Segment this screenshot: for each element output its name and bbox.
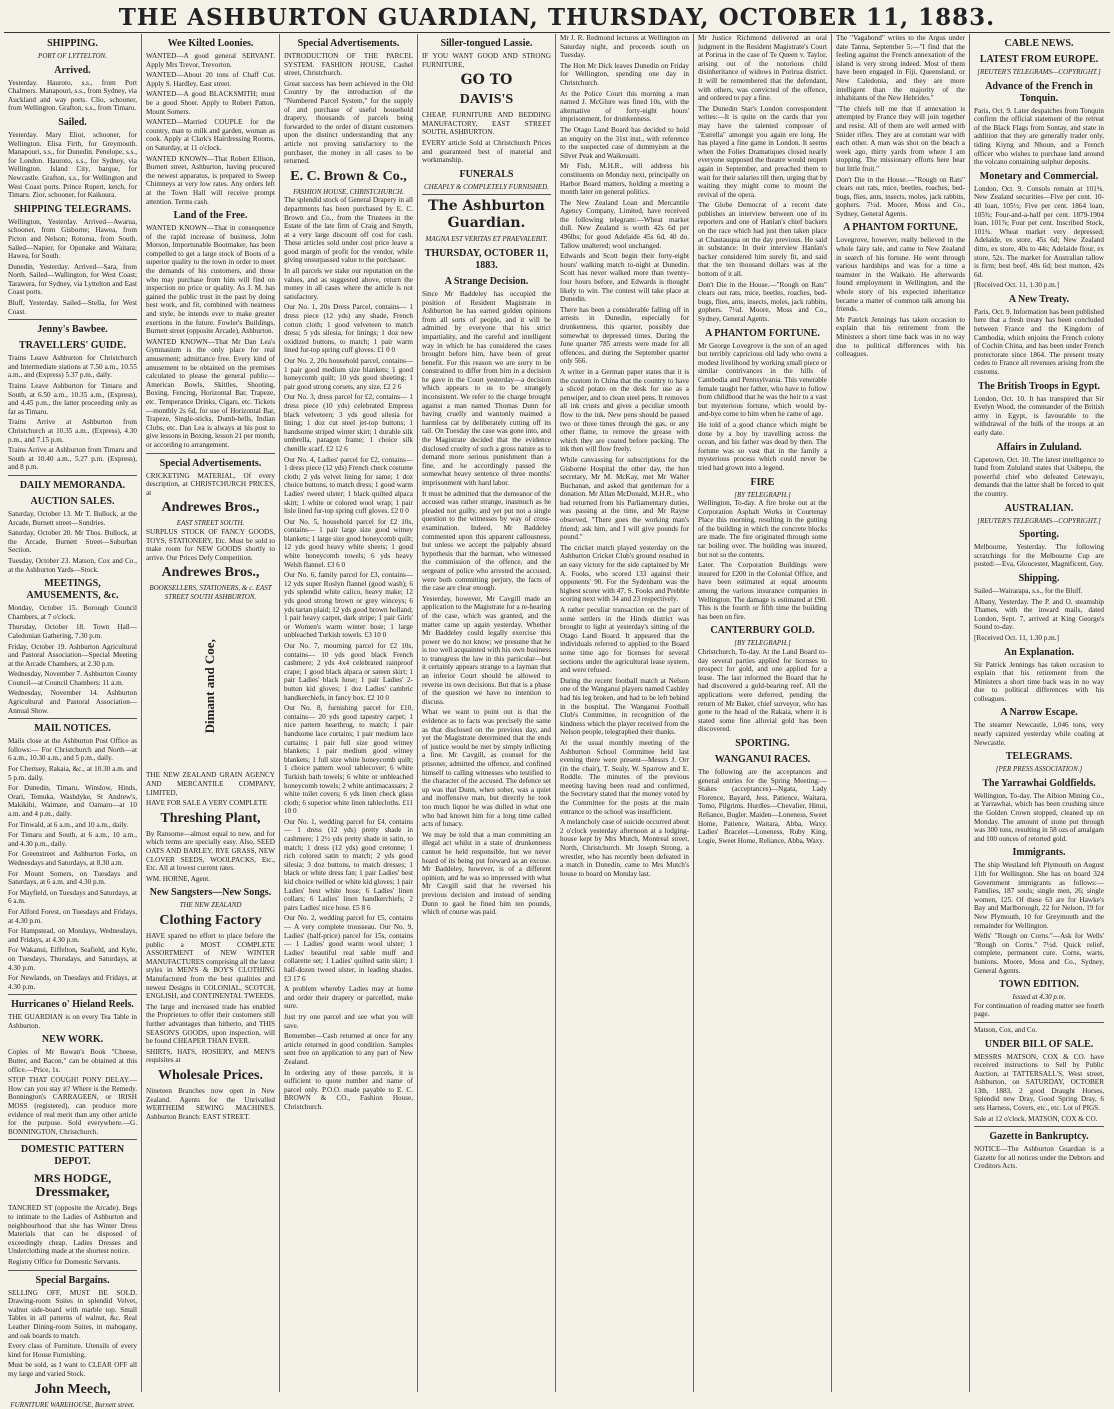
- article-paragraph: Great success has been achieved in the Old Country by the introduction of the "Numbered Parcel System," for the supply of and purchase of useful household drapery, thousands of parcels being forwarded to the order of distant customers upon the distinct understanding that any article not proving satisfactory to the purchaser, the money in all cases to be returned.: [284, 80, 413, 166]
- article-paragraph: Our No. 2, wedding parcel for £5, contains— A very complete trousseau. Our No. 9, Ladies' (half-price) parcel for 15s, contains— 1 Ladies' good warm wool ulster; 1 Ladies' beautiful real sable muff and collarette set; 1 Ladies' quilted satin skirt; 1 half-dozen tweed ulster, in leading shades. £3 17 6: [284, 914, 413, 983]
- article-paragraph: Mr Fish, M.H.R., will address his constituents on Monday next, principally on Harbor Board matters, holding a meeting a month later on general politics.: [560, 162, 689, 196]
- masthead-title: THE ASHBURTON GUARDIAN, THURSDAY, OCTOBER 11, 1883.: [0, 4, 1114, 31]
- section-heading: TELEGRAMS.: [974, 751, 1104, 763]
- advertiser-firm: Dressmaker,: [8, 1185, 137, 1201]
- article-paragraph: Lovegrove, however, really believed in the whole fairy tale, and came to New Zealand in search of his fortune. He went through various hardships and was for a time a teamster in the Waikato. He afterwards found employment in Wellington, and the whole story of his expected inheritance became a matter of common talk among his friends.: [836, 236, 965, 313]
- article-paragraph: For continuation of reading matter see fourth page.: [974, 1002, 1104, 1019]
- article-paragraph: He told of a good chance which might be done by a boy by travelling across the ocean, and his father was dead by then. The fortune was so vast that in the family a mysterious process which could never be tried had grown into a legend.: [698, 421, 827, 473]
- article-paragraph: Thursday, October 18. Town Hall—Caledonian Gathering, 7.30 p.m.: [8, 623, 137, 640]
- section-heading: Gazette in Bankruptcy.: [974, 1131, 1104, 1143]
- section-heading: DOMESTIC PATTERN DEPOT.: [8, 1144, 137, 1168]
- column-5: [556, 34, 694, 1392]
- article-paragraph: The Dunedin Star's London correspondent writes:—It is quite on the cards that you may have the talented composer of "Estrella" amongst you again ere long. He has played a fine game in London. It seems when the Folies Dramatiques closed nearly everyone supposed the theatre would reopen again in September, and preached them to wait for their salaries till then, urging that by waiting they might come to mount the revival of the opera.: [698, 105, 827, 200]
- article-paragraph: Mr George Lovegrove is the son of an aged but terribly capricious old lady who owns a modest livelihood by working small piece or similar contrivances in the hills of Cambodia and Pennsylvania. This venerable female taught her father, who have to follow from childhood that he was the heir to a vast but mysterious fortune, which would by-and-bye come to him when he came of age.: [698, 342, 827, 419]
- article-paragraph: During the recent football match at Nelson one of the Wanganui players named Cashley had his leg broken, and had to be left behind in the hospital. The Wanganui Football Club's Committee, in recognition of the kindness which the player received from the Nelson people, telegraphed their thanks.: [560, 677, 689, 737]
- article-paragraph: For Chertsey, Rakaia, &c., at 10.30 a.m. and 5 p.m. daily.: [8, 765, 137, 782]
- subheading: EAST STREET SOUTH.: [146, 519, 275, 528]
- advertisement-banner: [146, 565, 275, 581]
- section-heading: Arrived.: [8, 65, 137, 77]
- article-paragraph: WANTED—About 20 tons of Chaff Cut. Apply S. Hardley, East street.: [146, 71, 275, 88]
- article-paragraph: Bluff, Yesterday. Sailed—Stella, for West Coast.: [8, 299, 137, 316]
- advertisement-banner: [146, 500, 275, 516]
- section-heading: The British Troops in Egypt.: [974, 381, 1104, 393]
- article-paragraph: SHIRTS, HATS, HOSIERY, and MEN'S requisites at: [146, 1048, 275, 1065]
- article-paragraph: WANTED KNOWN—That Robert Ellison, Burnett street, Ashburton, having procured the newest apparatus, is prepared to Sweep Chimneys at very low rates. Any orders left at the Town Hall will receive prompt attention. Terms cash.: [146, 155, 275, 207]
- article-paragraph: London, Oct. 10. It has transpired that Sir Evelyn Wood, the commander of the British army in Egypt, is favourable to the withdrawal of the bulk of the troops at an early date.: [974, 395, 1104, 438]
- section-heading: Affairs in Zululand.: [974, 442, 1104, 454]
- article-paragraph: Albany, Yesterday. The P. and O. steamship Thames, with the inward mails, dated London, Sept. 7, arrived at King George's Sound to-day.: [974, 598, 1104, 632]
- article-paragraph: Sailed—Wairarapa, s.s., for the Bluff.: [974, 587, 1104, 596]
- subheading: CHEAPLY & COMPLETELY FURNISHED.: [422, 183, 551, 192]
- section-heading: An Explanation.: [974, 647, 1104, 659]
- article-paragraph: Paris, Oct. 9. Information has been published here that a fresh treaty has been concluded between France and the Kingdom of Cambodia, which enjoins the French colony of Cochin China, and has been under French protectorate since 1864. The present treaty cedes to France all revenues arising from the customs.: [974, 308, 1104, 377]
- section-heading: LATEST FROM EUROPE.: [974, 54, 1104, 66]
- section-heading: CANTERBURY GOLD.: [698, 625, 827, 637]
- article-paragraph: TANCRED ST (opposite the Arcade). Begs to intimate to the Ladies of Ashburton and neighbourhood that she has Winter Dress Materials that can be disposed of exceedingly cheap. Ladies Dresses and Underclothing made at the shortest notice.: [8, 1204, 137, 1256]
- section-heading: NEW WORK.: [8, 1034, 137, 1046]
- article-paragraph: Trains Arrive at Ashburton from Timaru and South at 10.40 a.m., 5.27 p.m. (Express), and 8 p.m.: [8, 446, 137, 472]
- article-paragraph: Wellington, Yesterday. Arrived—Awarua, schooner, from Gisborne; Hawea, from Picton and Nelson; Rotorua, from South. Sailed—Napier, for Opunake and Waitara; Hawea, for South.: [8, 218, 137, 261]
- article-paragraph: Mr J. R. Redmond lectures at Wellington on Saturday night, and proceeds south on Tuesday.: [560, 34, 689, 60]
- article-paragraph: Capetown, Oct. 10. The latest intelligence to hand from Zululand states that Usibepu, the powerful chief who defeated Cetewayo, demands that the latter shall be forced to quit the country.: [974, 456, 1104, 499]
- section-heading: Land of the Free.: [146, 210, 275, 222]
- article-paragraph: Trains Leave Ashburton for Timaru and South, at 6.50 a.m., 10.35 a.m., (Express), and 4.45 p.m., the latter proceeding only as far as Timaru.: [8, 382, 137, 416]
- column-divider: [8, 319, 137, 320]
- section-heading: Sporting.: [974, 529, 1104, 541]
- article-paragraph: Mr Patrick Jennings has taken occasion to explain that his retirement from the Ministers a short time back was in no way due to political differences with his colleagues.: [836, 316, 965, 359]
- section-heading: FUNERALS: [422, 169, 551, 181]
- article-paragraph: The following are the acceptances and general entries for the Spring Meeting:— Stakes (acceptances)—Ngata, Lady Florence, Bayard, Jess, Patience, Waitara, Tomo, Pilgrims. Hurdles—Chevalier, Hinui, Reliance, Bugler. Maiden—Loneness, Sweet Home, Patience, Waitara, Abba, Waxy. Ladies' Bracelet—Loneness, Ruby King, Logie, Sweet Home, Reliance, Abba, Waxy.: [698, 768, 827, 845]
- article-paragraph: Our No. 1, 20s Dress Parcel, contains— 1 dress piece (12 yds) any shade, French cotton cloth; 1 good velveteen to match dress; 5 yds silesia, for linings; 1 doz new oxidized buttons, to match; 1 pair warm lined fur-top spring cuff gloves. £1 0 0: [284, 303, 413, 355]
- advertisement-banner: [146, 811, 275, 827]
- section-heading: AUSTRALIAN.: [974, 503, 1104, 515]
- article-paragraph: In ordering any of these parcels, it is sufficient to quote number and name of parcel only. P.O.O. made payable to E. C. BROWN & CO., Fashion House, Christchurch.: [284, 1069, 413, 1112]
- subheading: MAGNA EST VERITAS ET PRAEVALEBIT.: [422, 235, 551, 244]
- article-paragraph: SELLING OFF, MUST BE SOLD. Drawing-room Suites in splendid Velvet, walnut side-board with marble top. Small Tables in all patterns of walnut, &c. Real Leather Dining-room Suites, in mahogany, and oak boards to match.: [8, 1289, 137, 1341]
- column-8: [970, 34, 1108, 1392]
- article-paragraph: For Wakanui, Eiffelton, Seafield, and Kyle, on Tuesdays, Thursdays, and Saturdays, at 4.30 p.m.: [8, 946, 137, 972]
- article-paragraph: Our No. 4, Ladies' parcel for £2, contains— 1 dress piece (12 yds) French check costume cloth; 2 yds velvet lining for same; 1 doz choice buttons, to match dress; 1 good warm Ladies' tweed ulster; 1 black quilted alpaca skirt; 1 white or colored wool wrap; 1 pair lisle lined fur-top spring cuff gloves. £2 0 0: [284, 456, 413, 516]
- article-paragraph: We may be told that a man committing an illegal act whilst in a state of drunkenness cannot be held responsible, but we never heard of its being put forward as an excuse. Mr Baddeley, however, is of a different opinion, and he was so impressed with what Mr Cavgill said that he reversed his previous decision and instead of sending Dunn to gaol he fined him ten pounds, which of course was paid.: [422, 831, 551, 917]
- subheading: Issued at 4.30 p.m.: [974, 993, 1104, 1002]
- subheading: [PER PRESS ASSOCIATION.]: [974, 765, 1104, 774]
- section-heading: MEETINGS, AMUSEMENTS, &c.: [8, 578, 137, 602]
- display-heading: GO TO: [422, 72, 551, 89]
- section-heading: AUCTION SALES.: [8, 496, 137, 508]
- subheading: THE NEW ZEALAND: [146, 901, 275, 910]
- article-paragraph: IF YOU WANT GOOD AND STRONG FURNITURE,: [422, 52, 551, 69]
- article-paragraph: WANTED—A good BLACKSMITH; must be a good Shoer. Apply to Robert Patton, Mount Somers.: [146, 90, 275, 116]
- section-heading: SPORTING.: [698, 738, 827, 750]
- column-2: [142, 34, 280, 1392]
- rotated-advertisement-text: Dimant and Coe,: [206, 639, 215, 733]
- article-paragraph: For Dunedin, Timaru, Winslow, Hinds, Orari, Temuka, Washdyke, St Andrew's, Makikihi, Waimate, and Oamaru—at 10 a.m. and 4 p.m., daily.: [8, 784, 137, 818]
- subheading: [BY TELEGRAPH.]: [698, 639, 827, 648]
- section-heading: Siller-tongued Lassie.: [422, 38, 551, 50]
- section-heading: SHIPPING.: [8, 38, 137, 50]
- column-3: [280, 34, 418, 1392]
- article-paragraph: By Ransome—almost equal to new, and for which terms are specially easy. Also, SEED OATS AND BARLEY, RYE GRASS, NEW CLOVER SEEDS, WOOLPACKS, Etc., Etc. All at lowest current rates.: [146, 830, 275, 873]
- advertisement-banner: [146, 1068, 275, 1084]
- article-paragraph: WM. HORNE, Agent.: [146, 875, 275, 884]
- article-paragraph: CHEAP, FURNITURE AND BEDDING MANUFACTORY, EAST STREET SOUTH, ASHBURTON.: [422, 111, 551, 137]
- advertiser-firm: Andrewes Bros.,: [146, 565, 275, 581]
- subheading: BOOKSELLERS, STATIONERS, & c. EAST STREET SOUTH ASHBURTON.: [146, 584, 275, 601]
- article-paragraph: The "Vagabond" writes to the Argus under date Tanna, September 5:—"I find that the feeling against the French annexation of the island is very strong indeed. Most of them have been engaged in Fiji, Queensland, or New Caledonia, and they are more intelligent than the majority of the inhabitants of the New Hebrides.": [836, 34, 965, 103]
- article-paragraph: WANTED—Married COUPLE for the country, man to milk and garden, woman as cook. Apply at Clark's Hairdressing Rooms, on Saturday, at 11 o'clock.: [146, 118, 275, 152]
- article-paragraph: Trains Arrive at Ashburton from Christchurch at 10.35 a.m., (Express), 4.30 p.m., and 7.15 p.m.: [8, 418, 137, 444]
- advertisement-banner: [146, 913, 275, 929]
- article-paragraph: The large and increased trade has enabled the Proprietors to offer their customers still further advantages than hitherto, and THIS SEASON'S GOODS, upon inspection, will be found CHEAPER THAN EVER.: [146, 1003, 275, 1046]
- article-paragraph: At the usual monthly meeting of the Ashburton School Committee held last evening there were present—Messrs J. Orr (in the chair), T. Sealy, W. Sparrow and E. Roddle. The minutes of the previous meeting having been read and confirmed, the Secretary stated that the money voted by the Committee for the posts at the main entrance to the school was insufficient.: [560, 739, 689, 816]
- article-paragraph: Don't Die in the House.—"Rough on Rats" clears out rats, mice, beetles, roaches, bed-bugs, flies, ants, insects, moles, jack rabbits, gophers. 7½d. Moore, Moss and Co., Sydney, General Agents.: [836, 176, 965, 219]
- column-divider: [8, 1139, 137, 1140]
- article-paragraph: Christchurch, To-day. At the Land Board to-day several parties applied for licenses to prospect for gold, and one applied for a lease. The last informed the Board that he had discovered a gold-bearing reef. All the applications were deferred, pending the return of Mr Baker, chief surveyor, who has gone to the head of the Rakaia, where it is stated some fine alluvial gold has been discovered.: [698, 648, 827, 734]
- section-heading: Sailed.: [8, 117, 137, 129]
- article-paragraph: The Hon Mr Dick leaves Dunedin on Friday for Wellington, spending one day in Christchurch.: [560, 62, 689, 88]
- article-paragraph: Paris, Oct. 9. Later despatches from Tonquin confirm the official statement of the retreat of the Black Flags from Sontay, and state in addition that they are generally trader only, tiding Kiyng and Nhoun, and a French officer who wishes to purchase land around the volcano containing sulphur deposits.: [974, 107, 1104, 167]
- section-heading: A PHANTOM FORTUNE.: [836, 222, 965, 234]
- section-heading: Special Bargains.: [8, 1275, 137, 1287]
- subheading: PORT OF LYTTELTON.: [8, 52, 137, 61]
- article-paragraph: Yesterday. Hauroto, s.s., from Port Chalmers. Manapouri, s.s., from Sydney, via Auckland and way ports. Clio, schooner, from Wellington. Grafton, s.s., from Timaru.: [8, 79, 137, 113]
- section-heading: THURSDAY, OCTOBER 11, 1883.: [422, 248, 551, 272]
- column-1: [4, 34, 142, 1392]
- article-paragraph: The Globe Democrat of a recent date publishes an interview between one of its reporters and one of Hanlan's chief backers on the race which had just then taken place at Chautauqua on the day previous. He said in substance: In their interview Hanlan's backer considered him surely fit, and said that the ten thousand dollars was at the bottom of it all.: [698, 201, 827, 278]
- rotated-advertisement: [146, 601, 275, 771]
- advertisement-banner: [8, 1171, 137, 1201]
- section-heading: SHIPPING TELEGRAMS.: [8, 204, 137, 216]
- section-heading: TRAVELLERS' GUIDE.: [8, 340, 137, 352]
- advertiser-name: MRS HODGE,: [8, 1171, 137, 1185]
- article-paragraph: For Mayfield, on Tuesdays and Saturdays, at 6 a.m.: [8, 889, 137, 906]
- article-paragraph: Wellington, To-day. A fire broke out at the Corporation Asphalt Works in Courtenay Place this morning, resulting in the gutting of the building in which the concrete blocks are made. The fire originated through some tar boiling over. The building was insured, but not so the contents.: [698, 499, 827, 559]
- article-paragraph: Our No. 7, mourning parcel for £2 10s, contains— 10 yds good black French cashmere; 2 yds 4x4 celebrated rainproof crape; 1 good black alpaca or sateen skirt; 1 pair Ladies' black hose; 1 pair Ladies' 2-button kid gloves; 1 doz Ladies' cambric handkerchiefs, in fancy box. £2 10 0: [284, 642, 413, 702]
- article-paragraph: Yesterday, however, Mr Cavgill made an application to the Magistrate for a re-hearing of the case, which was granted, and the matter came up again yesterday. Whether Mr Baddeley could legally exercise this power we do not know; we presume that he is too well acquainted with his own business to transgress the law in this particular—but it certainly appears strange to a layman that an inferior Court should be allowed to reverse its own decisions. But that is a phase of the question we have no intention to discuss.: [422, 595, 551, 707]
- section-heading: A New Treaty.: [974, 294, 1104, 306]
- advertisement-banner: [8, 1382, 137, 1398]
- article-paragraph: A melancholy case of suicide occurred about 2 o'clock yesterday afternoon at a lodging-house kept by Mrs Mutch, Montreal street, North, Christchurch. Mr Joseph Strong, a wrestler, who has recently been defeated in a match in Dunedin, came to Mrs Mutch's house to board on Monday last.: [560, 818, 689, 878]
- column-7: [832, 34, 970, 1392]
- article-paragraph: At the Police Court this morning a man named J. McGlure was fined 10s, with the alternative of forty-eight hours' imprisonment, for drunkenness.: [560, 90, 689, 124]
- article-paragraph: [Received Oct. 11, 1.30 p.m.]: [974, 634, 1104, 643]
- section-heading: MAIL NOTICES.: [8, 723, 137, 735]
- article-paragraph: Don't Die in the House.—"Rough on Rats" clears out rats, mice, beetles, roaches, bed-bugs, flies, ants, insects, moles, jack rabbits, gophers. 7½d. Moore, Moss and Co., Sydney, General Agents.: [698, 281, 827, 324]
- column-divider: [974, 1022, 1104, 1023]
- article-paragraph: The Otago Land Board has decided to hold an enquiry on the 31st inst., with reference to the suspected case of dummyism at the Silver Peak and Waikouaiti.: [560, 126, 689, 160]
- article-paragraph: For Timaru and South, at 6 a.m., 10 a.m., and 4.30 p.m., daily.: [8, 831, 137, 848]
- advertiser-firm: John Meech,: [8, 1382, 137, 1398]
- subheading: FASHION HOUSE, CHRISTCHURCH.: [284, 188, 413, 197]
- article-paragraph: Edwards and Scott begin their forty-eight hours' walking match to-night at Dunedin. Scott has never walked more than twenty-four hours before, and Edwards is thought likely to win. The contest will take place at Dunedin.: [560, 252, 689, 304]
- subheading: [REUTER'S TELEGRAMS—COPYRIGHT.]: [974, 68, 1104, 77]
- article-paragraph: Sale at 12 o'clock. MATSON, COX & CO.: [974, 1115, 1104, 1124]
- article-paragraph: Sir Patrick Jennings has taken occasion to explain that his retirement from the Ministers a short time back was in no way due to political differences with his colleagues.: [974, 661, 1104, 704]
- article-paragraph: Wells' "Rough on Corns."—Ask for Wells' "Rough on Corns." 7½d. Quick relief, complete, permanent cure. Corns, warts, bunions. Moore, Moss and Co., Sydney, General Agents.: [974, 932, 1104, 975]
- article-paragraph: The steamer Newcastle, 1,046 tons, very nearly capsized yesterday while coaling at Newcastle.: [974, 721, 1104, 747]
- article-paragraph: Our No. 8, furnishing parcel for £10, contains— 20 yds good tapestry carpet; 1 nice pattern hearthrug, to match; 1 pair handsome lace curtains; 1 pair medium lace curtains; 1 pair full size good witney blankets; 1 pair medium good witney blankets; 1 full size white honeycomb quilt; 1 choice pattern wool tablecover; 6 white Turkish bath towels; 6 white or unbleached honeycomb towels; 2 white antimacassars; 2 white toilet covers; 6 yds linen check glass cloth; 6 superior white linen tablecloths. £11 10 0: [284, 704, 413, 816]
- section-heading: Advance of the French in Tonquin.: [974, 81, 1104, 105]
- article-paragraph: Tuesday, October 23. Matson, Cox and Co., at the Ashburton Yards—Stock.: [8, 557, 137, 574]
- article-paragraph: Our No. 2, 20s household parcel, contains— 1 pair good medium size blankets; 1 good honeycomb quilt; 10 yds good sheeting; 1 pair good strong corsets, any size. £2 2 6: [284, 357, 413, 391]
- article-paragraph: For Newlands, on Tuesdays and Fridays, at 4.30 p.m.: [8, 974, 137, 991]
- article-paragraph: Registry Office for Domestic Servants.: [8, 1258, 137, 1267]
- article-paragraph: STOP THAT COUGH! PONY DELAY.—How can you stay it? Where is the Remedy. Bonnington's CARRAGEEN, or IRISH MOSS (registered), can produce more evidence of real merit than any other article for the purpose. Sold everywhere.—G. BONNINGTON, Christchurch.: [8, 1076, 137, 1136]
- column-divider: [146, 453, 275, 454]
- advertisement-banner: [284, 169, 413, 185]
- article-paragraph: Matson, Cox, and Co.: [974, 1026, 1104, 1035]
- article-paragraph: Wednesday, November 7. Ashburton County Council—at Council Chambers: 11 a.m.: [8, 670, 137, 687]
- section-heading: The Yarrawhai Goldfields.: [974, 778, 1104, 790]
- article-paragraph: For Greenstreet and Ashburton Forks, on Wednesdays and Saturdays, at 8.30 a.m.: [8, 850, 137, 867]
- advertiser-firm: DAVIS'S: [422, 92, 551, 108]
- article-paragraph: WANTED—A good general SERVANT. Apply Mrs Trevor, Trevorton.: [146, 52, 275, 69]
- article-paragraph: Yesterday. Mary Eliot, schooner, for Wellington. Elisa Firth, for Greymouth. Manapouri, s.s., for Dunedin. Penelope, s.s., for London. Hauroto, s.s., for Sydney, via Wellington. Island City, barque, for Newcastle. Grafton, s.s., for Wellington and West Coast ports. Prince Rupert, ketch, for Timaru. Zior, schooner, for Kaikoura.: [8, 131, 137, 200]
- article-paragraph: SURPLUS STOCK OF FANCY GOODS, TOYS, STATIONERY, Etc. Must be sold to make room for NEW GOODS shortly to arrive. Our Prices Defy Competition.: [146, 528, 275, 562]
- article-paragraph: CRICKETING MATERIAL, Of every description, at CHRISTCHURCH PRICES, at: [146, 472, 275, 498]
- advertisement-banner: [422, 92, 551, 108]
- article-paragraph: In all parcels we stake our reputation on the values, and as suggested above, return the money in all cases where the article is not satisfactory.: [284, 267, 413, 301]
- subheading: FURNITURE WAREHOUSE, Burnett street.: [8, 1401, 137, 1409]
- article-paragraph: Saturday, October 20. Mr Thos. Bullock, at the Arcade, Burnett Street—Suburban Section.: [8, 529, 137, 555]
- article-paragraph: Our No. 6, family parcel for £3, contains— 12 yds super Roslyn flannel (good wash); 6 yds splendid white calico, heavy make; 12 yds good strong brown or grey winceys; 6 yds tartan plaid; 12 yds good brown holland; 1 pair heavy carpet, dark stripe; 1 pair Girls' or Women's warm winter hose; 1 large unbleached Turkish towels. £3 10 0: [284, 571, 413, 640]
- section-heading: Jenny's Bawbee.: [8, 324, 137, 336]
- article-paragraph: MESSRS MATSON, COX & CO. have received instructions to Sell by Public Auction, at TATTERSALL'S, West street, Ashburton, on SATURDAY, OCTOBER 13th, 1883, 2 good Draught Horses, Splendid new Dray, Good Spring Dray, 6 sets Harness, Covers, etc., etc. Lot of PIGS.: [974, 1053, 1104, 1113]
- article-paragraph: WANTED KNOWN—That Mr Dan Lea's Gymnasium is the only place for real amusement; admittance free. Every kind of amusement to be obtained on the premises calculated to please the general public—American Bowls, Skittles, Shooting, Boxing, Fencing, Horizontal Bar, Trapeze, etc. Temperance Drinks, Cigars, etc. Tickets—monthly 2s 6d, for use of Horizontal Bar, Trapeze, Single-sticks, Dumb-bells, Indian Clubs, etc. Dan Lea is always at his post to give lessons in Boxing, lesson 21 per month, or according to arrangement.: [146, 338, 275, 450]
- article-paragraph: A writer in a German paper states that it is the custom in China that the country to have a sliced potato on the desk for use as a penwiper, and to clean steel pens. It removes all ink crusts and gives a peculiar smooth flow to the ink. New pens should be passed two or three times through the gas, or any other flame, to remove the grease with which they are coated before packing. The ink then will flow freely.: [560, 368, 689, 454]
- section-heading: Immigrants.: [974, 847, 1104, 859]
- article-paragraph: Copies of Mr Rowan's Book "Cheese, Butter, and Bacon," can be obtained at this office.—Price, 1s.: [8, 1048, 137, 1074]
- section-heading: A Strange Decision.: [422, 276, 551, 288]
- section-heading: Special Advertisements.: [146, 458, 275, 470]
- column-divider: [974, 1126, 1104, 1127]
- article-paragraph: Saturday, October 13. Mr T. Bullock, at the Arcade, Burnett street—Sundries.: [8, 510, 137, 527]
- section-heading: Hurricanes o' Hieland Reels.: [8, 999, 137, 1011]
- article-paragraph: A problem whereby Ladies may at home and order their drapery or parcelled, make sure.: [284, 985, 413, 1011]
- article-paragraph: Remember—Cash returned at once for any article returned in good condition. Samples sent free on application to any part of New Zealand.: [284, 1032, 413, 1066]
- section-heading: CABLE NEWS.: [974, 38, 1104, 50]
- section-heading: DAILY MEMORANDA.: [8, 480, 137, 492]
- article-paragraph: Dunedin, Yesterday. Arrived—Sara, from North. Sailed—Wallington, for West Coast; Tarawera, for Sydney, via Lyttelton and East Coast ports.: [8, 263, 137, 297]
- article-paragraph: Friday, October 19. Ashburton Agricultural and Pastoral Association—Special Meeting at the Arcade Chambers, at 2.30 p.m.: [8, 643, 137, 669]
- section-heading: UNDER BILL OF SALE.: [974, 1039, 1104, 1051]
- article-paragraph: THE NEW ZEALAND GRAIN AGENCY AND MERCANTILE COMPANY, LIMITED,: [146, 771, 275, 797]
- article-paragraph: INTRODUCTION OF THE PARCEL SYSTEM. FASHION HOUSE, Cashel street, Christchurch.: [284, 52, 413, 78]
- article-paragraph: Our No. 5, household parcel for £2 10s, contains— 1 pair large size good witney blankets; 1 large size good honeycomb quilt; 12 yds good heavy white sheets; 1 good white honeycomb towels; 6 yds heavy Welsh flannel. £3 6 0: [284, 518, 413, 570]
- article-paragraph: For Alford Forest, on Tuesdays and Fridays, at 4.30 p.m.: [8, 908, 137, 925]
- article-paragraph: Wellington, To-day. The Albion Mining Co., at Yarrawhai, which has been crushing since the Golden Crown stopped, cleaned up on Monday. The amount of stone put through was 300 tons, resulting in 58 ozs of amalgam and 100 ounces of retorted gold.: [974, 792, 1104, 844]
- advertiser-firm: E. C. Brown & Co.,: [284, 169, 413, 185]
- article-paragraph: Melbourne, Yesterday. The following scratchings for the Melbourne Cup are posted:—Eva, Gloucester, Magnificent, Guy.: [974, 543, 1104, 569]
- section-heading: Wee Kilted Loonies.: [146, 38, 275, 50]
- article-paragraph: Mails close at the Ashburton Post Office as follows:— For Christchurch and North—at 6 a.m., 10.30 a.m., and 5 p.m., daily.: [8, 737, 137, 763]
- article-paragraph: Monday, October 15. Borough Council Chambers, at 7 o'clock.: [8, 604, 137, 621]
- advertiser-firm: Wholesale Prices.: [146, 1068, 275, 1084]
- article-paragraph: THE GUARDIAN is on every Tea Table in Ashburton.: [8, 1013, 137, 1030]
- display-heading: The Ashburton Guardian.: [422, 198, 551, 232]
- section-heading: FIRE: [698, 477, 827, 489]
- article-paragraph: Must be sold, as I want to CLEAR OFF all my large and varied Stock.: [8, 1361, 137, 1378]
- article-paragraph: Just try one parcel and see what you will save.: [284, 1013, 413, 1030]
- section-heading: TOWN EDITION.: [974, 979, 1104, 991]
- article-paragraph: WANTED KNOWN—That in consequence of the rapid increase of business, John Morson, Importunable Bootmaker, has been compelled to get a large stock of Boots of a superior quality to the town in order to meet the demands of his customers, and those who may purchase from him will find on inspection no price or quality. As J. M. has gained the public trust in the past by doing best work, and fit, combined with neatness and style, he intends ever to make greater exertions in the future. Fowler's Buildings, Burnett street (opposite Arcade), Ashburton.: [146, 224, 275, 336]
- article-paragraph: The New Zealand Loan and Mercantile Agency Company, Limited, have received the following telegram:—Wheat market dull. New Zealand is worth 42s 6d per 496lbs; for good Adelaide 45s 6d, 40 do. Tallow unaltered; wool unchanged.: [560, 199, 689, 251]
- article-paragraph: What we want to point out is that the evidence as to facts was precisely the same as that disclosed on the previous day, and yet the Magistrate determined that the ends of justice would be met by simply inflicting a fine. Mr Cavgill, as counsel for the prisoner, admitted the offence, and confined himself to calling witnesses who testified to the character of the accused. The defence set up was that Dunn, when sober, was a quiet and inoffensive man, but directly he took too much liquor he was dulled in what one who had known him for a long time called acts of lunacy.: [422, 708, 551, 828]
- article-paragraph: Trains Leave Ashburton for Christchurch and Intermediate stations at 7.50 a.m., 10.55 a.m., and (Express) 5.37 p.m., daily.: [8, 354, 137, 380]
- columns-container: [4, 34, 1110, 1392]
- article-paragraph: NOTICE—The Ashburton Guardian is a Gazette for all notices under the Debtors and Creditors Acts.: [974, 1145, 1104, 1171]
- article-paragraph: HAVE spared no effort to place before the public a MOST COMPLETE ASSORTMENT of NEW WINTER MANUFACTURES comprising all the latest styles in MEN'S & BOY'S CLOTHING Manufactured from the best qualities and newest Designs in COLONIAL, SCOTCH, ENGLISH, and CONTINENTAL TWEEDS.: [146, 932, 275, 1001]
- subheading: [REUTER'S TELEGRAMS—COPYRIGHT.]: [974, 517, 1104, 526]
- article-paragraph: Wednesday, November 14. Ashburton Agricultural and Pastoral Association—Annual Show.: [8, 689, 137, 715]
- article-paragraph: The splendid stock of General Drapery in all departments has been purchased by E. C. Brown and Co., from the Trustees in the Estate of the late firm of Craig and Smyth, at a very large discount off cost for cash. These articles sold under cost price leave a good margin of profit for the vendor, while giving unsurpassed value to the purchaser.: [284, 196, 413, 265]
- article-paragraph: There has been a considerable falling off in arrests in Dunedin, especially for drunkenness, this quarter, possibly due somewhat to depressed times. During the June quarter 785 arrests were made for all offences, and during the September quarter only 566.: [560, 306, 689, 366]
- article-paragraph: [Received Oct. 11, 1.30 p.m.]: [974, 281, 1104, 290]
- column-divider: [8, 475, 137, 476]
- article-paragraph: Since Mr Baddeley has occupied the position of Resident Magistrate in Ashburton he has earned golden opinions from all sorts of people, and it will be admitted by everyone that his strict impartiality, and the careful and intelligent way in which he has considered the cases brought before him, have been of great benefit. For this reason we are sorry to be constrained to differ from him in a decision he gave in the Court yesterday—a decision which appears to us to be strangely inconsistent. We refer to the charge brought against a man named Thomas Dunn for having cruelly and wantonly maimed a harmless cat by deliberately cutting off its tail. On Tuesday the case was gone into, and the Magistrate decided that the evidence disclosed cruelty of such a gross nature as to demand more serious punishment than a fine, and he accordingly passed the somewhat heavy sentence of three months' imprisonment with hard labor.: [422, 290, 551, 488]
- article-paragraph: Nineteen Branches now open in New Zealand. Agents for the Unrivalled WERTHEIM SEWING MACHINES. Ashburton Branch: EAST STREET.: [146, 1087, 275, 1121]
- column-divider: [8, 1270, 137, 1271]
- article-paragraph: While canvassing for subscriptions for the Gisborne Hospital the other day, the hon secretary, Mr M. McKay, met Mr Walter Buchanan, and asked that gentleman for a donation. Mr Allan McDonald, M.H.R., who had returned from his Parliamentary duties, was passing at the time, and Mr Rayne observed, "There goes the working man's friend; ask him, and I will give pounds for pound.": [560, 456, 689, 542]
- section-heading: A PHANTOM FORTUNE.: [698, 328, 827, 340]
- section-heading: New Sangsters—New Songs.: [146, 887, 275, 899]
- masthead-rule: [4, 32, 1110, 33]
- article-paragraph: The ship Westland left Plymouth on August 11th for Wellington. She has on board 324 Government immigrants as follows:—Families, 187 souls; single men, 26; single women, 125. Of these 63 are for Hawke's Bay and Marlborough, 22 for Nelson, 19 for New Plymouth, 10 for Greymouth and the remainder for Wellington.: [974, 861, 1104, 930]
- subheading: [BY TELEGRAPH.]: [698, 491, 827, 500]
- column-divider: [8, 718, 137, 719]
- article-paragraph: It must be admitted that the demeanor of the accused was rather strange, inasmuch as he pleaded not guilty, and yet put not a single question to the witnesses by way of cross-examination. Indeed, Mr Baddeley commented upon this apparent callousness, but unless we accept the palpably absurd hypothesis that the barman, who witnessed the commission of the offence, and the sergeant of police who arrested the accused, were both committing perjury, the facts of the case are clear enough.: [422, 490, 551, 593]
- article-paragraph: For Tinwald, at 6 a.m., and 10 a.m., daily.: [8, 821, 137, 830]
- article-paragraph: Our No. 1, wedding parcel for £4, contains— 1 dress (12 yds) pretty shade in cashmere; 1 2½ yds pretty shade in satin, to match; 1 dress (12 yds) good cretonne; 1 rich colored satin to match; 2 yds good silesia; 3 doz buttons, to match dresses; 1 black or white dress fan; 1 pair Ladies' best kid choice twilled or white kid gloves; 1 pair Ladies' best white hose; 6 Ladies' linen collars; 6 Ladies' linen handkerchiefs; 2 pairs Ladies' nice hose. £5 8 6: [284, 818, 413, 913]
- column-divider: [8, 994, 137, 995]
- section-heading: WANGANUI RACES.: [698, 754, 827, 766]
- section-heading: A Narrow Escape.: [974, 707, 1104, 719]
- advertiser-firm: Threshing Plant,: [146, 811, 275, 827]
- section-heading: Monetary and Commercial.: [974, 171, 1104, 183]
- section-heading: Special Advertisements.: [284, 38, 413, 50]
- article-paragraph: Later. The Corporation Buildings were insured for £200 in the Colonial Office, and have been estimated at equal amounts among the various insurance companies in Wellington. The damage is estimated at £90. This is the fourth or fifth time the building has been on fire.: [698, 561, 827, 621]
- article-paragraph: For Mount Somers, on Tuesdays and Saturdays, at 6 a.m. and 4.30 p.m.: [8, 870, 137, 887]
- column-divider: [422, 194, 551, 195]
- advertiser-firm: Clothing Factory: [146, 913, 275, 929]
- column-4: [418, 34, 556, 1392]
- article-paragraph: London, Oct. 9. Consols remain at 101⅜. New Zealand securities—Five per cent. 10-40 loan, 105½; Five per cent. 1864 loan, 105¾; Four-and-a-half per cent. 1879-1904 loan, 101⅞; Four per cent. Inscribed Stock, 101¾. Wheat market very depressed; Adelaide, ex store, 45s 6d; New Zealand ditto, ex store, 40s to 44s; Adelaide flour, ex store, 52s. The market for Australian tallow is firm; best beef, 40s 6d; best mutton, 42s 6d.: [974, 185, 1104, 280]
- article-paragraph: HAVE FOR SALE A VERY COMPLETE: [146, 799, 275, 808]
- column-6: [694, 34, 832, 1392]
- article-paragraph: Mr Justice Richmond delivered an oral judgment in the Resident Magistrate's Court at Porirua in the case of Te Queen v. Taylor, arising out of the notorious child disinheritance of widows in Porirua district. It will be remembered that the defendant, with others, was convicted of the offence, and ordered to pay a fine.: [698, 34, 827, 103]
- article-paragraph: EVERY article Sold at Christchurch Prices and guaranteed best of material and workmanship.: [422, 139, 551, 165]
- section-heading: Shipping.: [974, 573, 1104, 585]
- article-paragraph: For Hampstead, on Mondays, Wednesdays, and Fridays, at 4.30 p.m.: [8, 927, 137, 944]
- advertiser-firm: Andrewes Bros.,: [146, 500, 275, 516]
- article-paragraph: "The chiefs tell me that if annexation is attempted by France they will join together and resist. All of them are well armed with Snider rifles. They are at constant war with each other. A man was shot on the beach a week ago, thirty yards from where I am stopping. The missionary efforts here bear but little fruit.": [836, 105, 965, 174]
- article-paragraph: The cricket match played yesterday on the Ashburton Cricket Club's ground resulted in an easy victory for the side captained by Mr A. Fooks, who scored 133 against their opponents' 90. For the Sydenham was the highest scorer with 47, S. Fooks and Prebble scoring next with 34 and 23 respectively.: [560, 544, 689, 604]
- article-paragraph: Every class of Furniture. Utensils of every kind for House Furnishing.: [8, 1342, 137, 1359]
- article-paragraph: A rather peculiar transaction on the part of some settlers in the Hinds district was brought to light at yesterday's sitting of the Otago Land Board. It appeared that the individuals referred to applied to the Board some time ago for licenses for several sections under the agricultural lease system, and were refused.: [560, 606, 689, 675]
- article-paragraph: Our No. 3, dress parcel for £2, contains— 1 dress piece (10 yds) celebrated Empress black velveteen; 3 yds good silesia for lining; 1 doz cut steel jet-top buttons; 1 handsome striped winter skirt; 1 durable silk umbrella, paragon frame; 1 choice silk chenille scarf. £2 12 6: [284, 393, 413, 453]
